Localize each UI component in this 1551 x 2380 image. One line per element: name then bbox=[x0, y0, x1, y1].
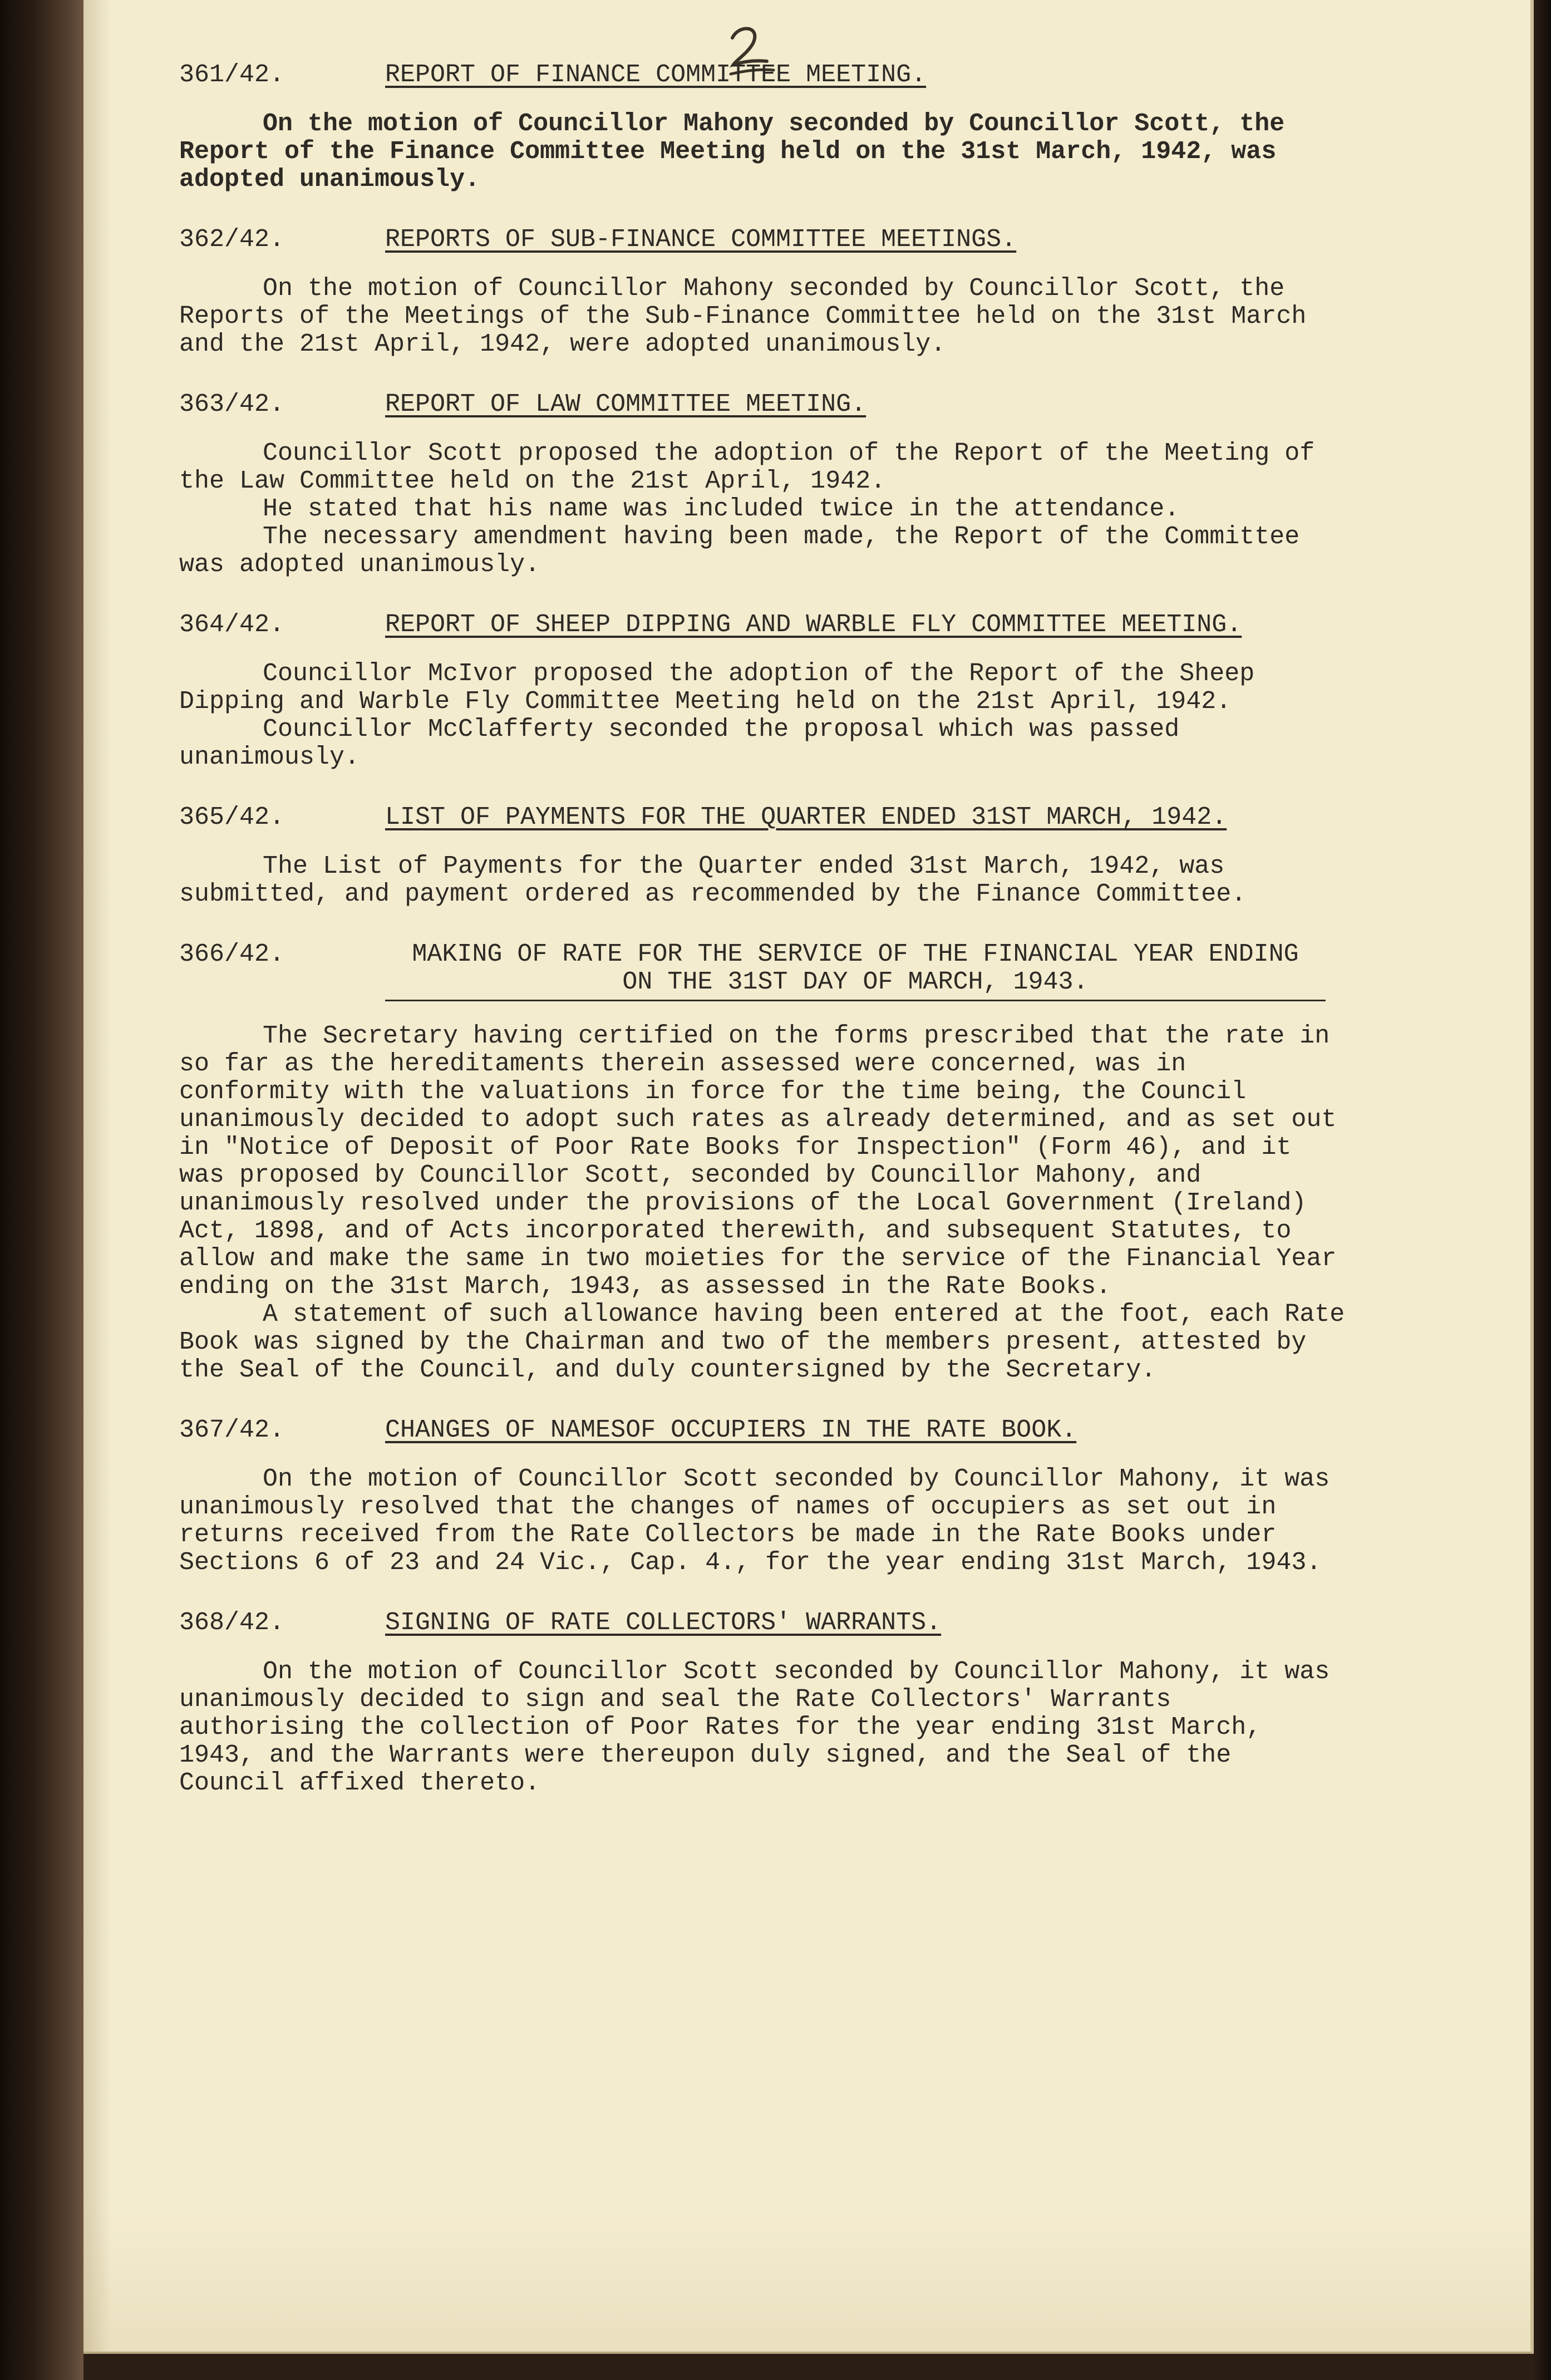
minute-paragraph: He stated that his name was included twice in the attendance. bbox=[263, 495, 1180, 523]
minute-title: SIGNING OF RATE COLLECTORS' WARRANTS. bbox=[385, 1609, 942, 1637]
minute-paragraph: On the motion of Councillor Scott seconded by Councillor Mahony, it was unanimously resolved that the changes of names of occupiers as set out in returns received from the Rate Collectors be made in the Rate Books under Sections 6 of 23 and 24 Vic., Cap. 4., for the year ending 31st March, 1943. bbox=[179, 1465, 1330, 1577]
minute-number: 361/42. bbox=[179, 61, 285, 89]
minute-body bbox=[179, 110, 1348, 194]
entry-heading bbox=[179, 61, 1348, 89]
minute-paragraph: On the motion of Councillor Mahony seconded by Councillor Scott, the Reports of the Meetings of the Sub-Finance Committee held on the 31st March and the 21st April, 1942, were adopted unanimously. bbox=[179, 274, 1307, 358]
minute-body bbox=[179, 1022, 1348, 1384]
minute-number: 368/42. bbox=[179, 1609, 285, 1637]
minute-body bbox=[179, 1466, 1348, 1577]
minute-entry bbox=[179, 611, 1348, 771]
minute-paragraph: Councillor McIvor proposed the adoption of the Report of the Sheep Dipping and Warble Fly Committee Meeting held on the 21st April, 1942. bbox=[179, 660, 1255, 716]
entry-heading bbox=[179, 1417, 1348, 1444]
minute-paragraph: The List of Payments for the Quarter ended 31st March, 1942, was submitted, and payment ordered as recommended by the Finance Committee. bbox=[179, 852, 1247, 908]
minute-number: 365/42. bbox=[179, 803, 285, 832]
minute-entry bbox=[179, 941, 1348, 1384]
minute-title: LIST OF PAYMENTS FOR THE QUARTER ENDED 31ST MARCH, 1942. bbox=[385, 803, 1227, 832]
minute-entry bbox=[179, 804, 1348, 908]
minute-title: REPORT OF FINANCE COMMITTEE MEETING. bbox=[385, 61, 927, 89]
minute-paragraph: Councillor McClafferty seconded the proposal which was passed unanimously. bbox=[179, 715, 1180, 771]
minute-entry bbox=[179, 391, 1348, 579]
minute-title-line: ON THE 31ST DAY OF MARCH, 1943. bbox=[622, 968, 1089, 996]
minute-title-block bbox=[385, 941, 1326, 1001]
minute-title: CHANGES OF NAMESOF OCCUPIERS IN THE RATE BOOK. bbox=[385, 1416, 1077, 1444]
entry-heading bbox=[179, 1609, 1348, 1637]
page-edge bbox=[1534, 0, 1551, 2380]
entry-heading bbox=[179, 226, 1348, 254]
minute-entry bbox=[179, 1609, 1348, 1797]
entry-heading bbox=[179, 391, 1348, 419]
minutes-text bbox=[179, 61, 1348, 1830]
minute-number: 364/42. bbox=[179, 611, 285, 639]
minute-title: REPORTS OF SUB-FINANCE COMMITTEE MEETINGS. bbox=[385, 225, 1017, 254]
minute-number: 363/42. bbox=[179, 390, 285, 419]
minute-body bbox=[179, 275, 1348, 358]
minute-body bbox=[179, 440, 1348, 579]
minute-entry bbox=[179, 61, 1348, 194]
title-underline bbox=[385, 1000, 1326, 1001]
minute-title-line: MAKING OF RATE FOR THE SERVICE OF THE FINANCIAL YEAR ENDING bbox=[412, 940, 1299, 968]
book-binding bbox=[0, 0, 83, 2380]
minute-entry bbox=[179, 226, 1348, 358]
minute-paragraph: The Secretary having certified on the forms prescribed that the rate in so far as the hereditaments therein assessed were concerned, was in conformity with the valuations in force for the time being, the Council unanimously decided to adopt such rates as already determined, and as set out in "Notice of Deposit of Poor Rate Books for Inspection" (Form 46), and it was proposed by Councillor Scott, seconded by Councillor Mahony, and unanimously resolved under the provisions of the Local Government (Ireland) Act, 1898, and of Acts incorporated therewith, and subsequent Statutes, to allow and make the same in two moieties for the service of the Financial Year ending on the 31st March, 1943, as assessed in the Rate Books. bbox=[179, 1022, 1337, 1301]
minute-title: REPORT OF LAW COMMITTEE MEETING. bbox=[385, 390, 866, 419]
minute-paragraph: A statement of such allowance having been entered at the foot, each Rate Book was signed by the Chairman and two of the members present, attested by the Seal of the Council, and duly countersigned by the Secretary. bbox=[179, 1300, 1345, 1384]
minute-body bbox=[179, 853, 1348, 908]
minute-title: REPORT OF SHEEP DIPPING AND WARBLE FLY COMMITTEE MEETING. bbox=[385, 611, 1242, 639]
entry-heading bbox=[179, 941, 1348, 1001]
minute-body bbox=[179, 660, 1348, 771]
minute-paragraph: Councillor Scott proposed the adoption of the Report of the Meeting of the Law Committee held on the 21st April, 1942. bbox=[179, 439, 1315, 495]
minute-paragraph: The necessary amendment having been made, the Report of the Committee was adopted unanimously. bbox=[179, 523, 1300, 579]
minute-entry bbox=[179, 1417, 1348, 1577]
minute-body bbox=[179, 1658, 1348, 1797]
minute-paragraph: On the motion of Councillor Mahony seconded by Councillor Scott, the Report of the Finance Committee Meeting held on the 31st March, 1942, was adopted unanimously. bbox=[179, 110, 1285, 194]
minute-number: 362/42. bbox=[179, 225, 285, 254]
entry-heading bbox=[179, 611, 1348, 639]
minute-paragraph: On the motion of Councillor Scott seconded by Councillor Mahony, it was unanimously decided to sign and seal the Rate Collectors' Warrants authorising the collection of Poor Rates for the year ending 31st March, 1943, and the Warrants were thereupon duly signed, and the Seal of the Council affixed thereto. bbox=[179, 1658, 1330, 1797]
minute-number: 367/42. bbox=[179, 1416, 285, 1444]
minute-number: 366/42. bbox=[179, 940, 285, 968]
entry-heading bbox=[179, 804, 1348, 832]
